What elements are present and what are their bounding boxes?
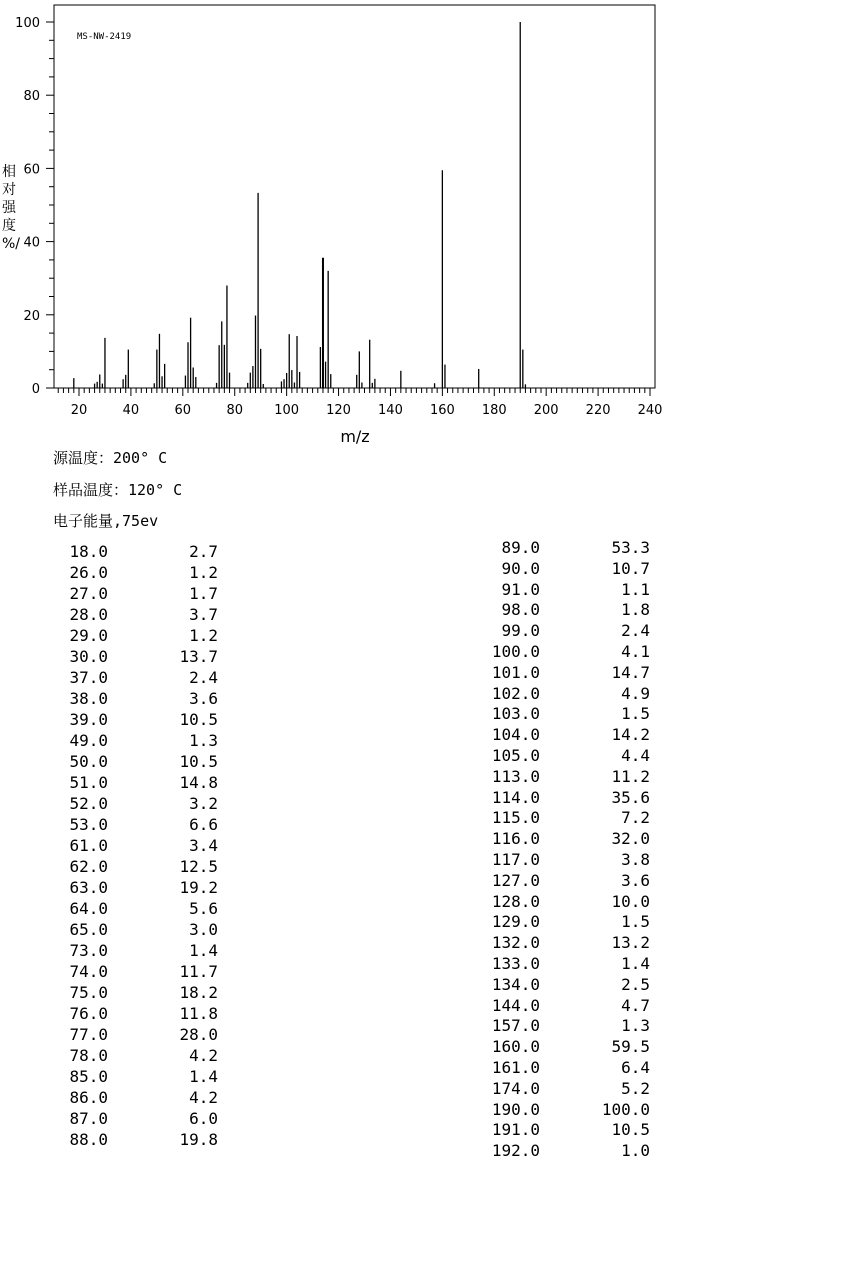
peak-mz: 104.0 xyxy=(491,725,540,745)
peak-bars xyxy=(74,22,526,388)
x-tick-label: 160 xyxy=(429,403,455,418)
peak-abundance: 3.6 xyxy=(621,870,650,890)
peak-mz: 75.0 xyxy=(69,983,108,1002)
peak-table-row xyxy=(450,933,650,953)
peak-abundance: 5.6 xyxy=(189,899,218,918)
x-tick-label: 20 xyxy=(70,403,88,418)
peak-abundance: 13.7 xyxy=(179,647,218,666)
peak-mz: 73.0 xyxy=(69,941,108,960)
peak-mz: 30.0 xyxy=(69,647,108,666)
peak-table-row xyxy=(450,1100,650,1120)
peak-mz: 37.0 xyxy=(69,668,108,687)
peak-table-row xyxy=(450,1141,650,1161)
peak-abundance: 1.7 xyxy=(189,584,218,603)
peak-table-row xyxy=(18,1067,218,1087)
peak-table-row xyxy=(450,871,650,891)
peak-abundance: 1.4 xyxy=(189,1067,218,1086)
peak-mz: 64.0 xyxy=(69,899,108,918)
peak-mz: 65.0 xyxy=(69,920,108,939)
peak-table-row xyxy=(18,584,218,604)
peak-table-row xyxy=(450,580,650,600)
peak-abundance: 1.5 xyxy=(621,704,650,724)
peak-mz: 90.0 xyxy=(501,558,540,578)
peak-abundance: 1.3 xyxy=(621,1016,650,1036)
peak-abundance: 1.3 xyxy=(189,731,218,750)
peak-mz: 116.0 xyxy=(491,829,540,849)
x-tick-label: 240 xyxy=(637,403,663,418)
peak-table-row xyxy=(18,668,218,688)
peak-abundance: 2.4 xyxy=(189,668,218,687)
peak-mz: 160.0 xyxy=(491,1037,540,1057)
peak-abundance: 10.5 xyxy=(611,1120,650,1140)
peak-mz: 62.0 xyxy=(69,857,108,876)
peak-abundance: 100.0 xyxy=(601,1099,650,1119)
peak-mz: 128.0 xyxy=(491,891,540,911)
peak-abundance: 18.2 xyxy=(179,983,218,1002)
peak-table-row xyxy=(18,752,218,772)
peak-mz: 114.0 xyxy=(491,787,540,807)
peak-table-row xyxy=(450,767,650,787)
peak-mz: 52.0 xyxy=(69,794,108,813)
peak-table-row xyxy=(18,605,218,625)
peak-abundance: 1.4 xyxy=(189,941,218,960)
peak-mz: 100.0 xyxy=(491,642,540,661)
peak-mz: 113.0 xyxy=(491,766,540,786)
peak-table-row xyxy=(18,1109,218,1129)
peak-table-row xyxy=(18,542,218,562)
peak-abundance: 12.5 xyxy=(179,857,218,876)
peak-abundance: 3.6 xyxy=(189,689,218,708)
plot-frame xyxy=(54,5,655,388)
peak-abundance: 1.1 xyxy=(621,579,650,599)
peak-mz: 28.0 xyxy=(69,605,108,624)
peak-table-row xyxy=(450,1079,650,1099)
peak-abundance: 4.1 xyxy=(621,642,650,661)
x-tick-label: 100 xyxy=(274,403,300,418)
peak-mz: 157.0 xyxy=(491,1016,540,1036)
peak-mz: 88.0 xyxy=(69,1130,108,1149)
peak-mz: 91.0 xyxy=(501,579,540,599)
peak-mz: 102.0 xyxy=(491,683,540,703)
peak-table-row xyxy=(18,731,218,751)
peak-mz: 117.0 xyxy=(491,850,540,869)
x-tick-label: 180 xyxy=(481,403,507,418)
electron-energy: 电子能量,75ev xyxy=(53,512,159,530)
peak-abundance: 4.2 xyxy=(189,1088,218,1107)
peak-table-row xyxy=(18,1025,218,1045)
peak-abundance: 1.8 xyxy=(621,600,650,620)
peak-mz: 27.0 xyxy=(69,584,108,603)
peak-table-row xyxy=(450,642,650,662)
peak-abundance: 1.0 xyxy=(621,1141,650,1161)
x-tick-label: 140 xyxy=(378,403,403,418)
peak-abundance: 6.0 xyxy=(189,1109,218,1128)
y-tick-label: 80 xyxy=(23,89,40,105)
peak-mz: 134.0 xyxy=(491,974,540,994)
peak-abundance: 28.0 xyxy=(179,1025,218,1044)
peak-abundance: 53.3 xyxy=(611,538,650,557)
peak-table-row xyxy=(450,808,650,828)
source-temperature: 源温度：200° C xyxy=(53,449,168,467)
peak-abundance: 3.4 xyxy=(189,836,218,855)
peak-table-row xyxy=(450,684,650,704)
peak-table-row xyxy=(450,538,650,558)
peak-abundance: 6.4 xyxy=(621,1058,650,1077)
peak-mz: 133.0 xyxy=(491,954,540,973)
peak-mz: 132.0 xyxy=(491,933,540,953)
peak-table-row xyxy=(450,725,650,745)
peak-table-row xyxy=(18,1088,218,1108)
peak-table-row xyxy=(450,850,650,870)
y-tick-label: 40 xyxy=(23,235,40,251)
x-tick-label: 200 xyxy=(533,403,559,418)
x-axis-ticks xyxy=(58,388,662,418)
peak-table-row xyxy=(18,962,218,982)
peak-mz: 18.0 xyxy=(69,542,108,561)
peak-table-row xyxy=(18,647,218,667)
peak-abundance: 2.5 xyxy=(621,974,650,994)
peak-abundance: 32.0 xyxy=(611,829,650,849)
peak-mz: 51.0 xyxy=(69,773,108,792)
peak-mz: 86.0 xyxy=(69,1088,108,1107)
peak-mz: 144.0 xyxy=(491,995,540,1015)
peak-table-row xyxy=(450,788,650,808)
peak-abundance: 10.5 xyxy=(179,752,218,771)
peak-table-row xyxy=(18,1004,218,1024)
peak-mz: 49.0 xyxy=(69,731,108,750)
x-tick-label: 80 xyxy=(226,403,244,418)
peak-abundance: 1.2 xyxy=(189,563,218,582)
peak-mz: 105.0 xyxy=(491,746,540,765)
peak-mz: 99.0 xyxy=(501,621,540,641)
peak-table-row xyxy=(450,600,650,620)
peak-table-row xyxy=(450,912,650,932)
peak-abundance: 4.9 xyxy=(621,683,650,703)
peak-abundance: 19.8 xyxy=(179,1130,218,1149)
peak-table-row xyxy=(450,1037,650,1057)
peak-abundance: 14.2 xyxy=(611,725,650,745)
peak-table-row xyxy=(18,1130,218,1150)
peak-table-row xyxy=(18,941,218,961)
peak-mz: 29.0 xyxy=(69,626,108,645)
peak-mz: 77.0 xyxy=(69,1025,108,1044)
peak-table-row xyxy=(450,996,650,1016)
y-axis-ticks xyxy=(15,16,54,397)
y-axis-label xyxy=(2,163,20,252)
peak-abundance: 3.8 xyxy=(621,850,650,869)
peak-table-row xyxy=(450,559,650,579)
peak-abundance: 6.6 xyxy=(189,815,218,834)
peak-abundance: 1.4 xyxy=(621,954,650,973)
peak-abundance: 1.5 xyxy=(621,912,650,932)
y-tick-label: 60 xyxy=(23,162,40,178)
y-tick-label: 0 xyxy=(31,382,40,397)
peak-table-row xyxy=(450,621,650,641)
y-axis-label-char: %/ xyxy=(2,236,21,252)
peak-mz: 50.0 xyxy=(69,752,108,771)
x-tick-label: 40 xyxy=(122,403,140,418)
peak-abundance: 2.4 xyxy=(621,621,650,641)
sample-temperature: 样品温度：120° C xyxy=(53,481,183,499)
peak-table-row xyxy=(450,829,650,849)
peak-abundance: 1.2 xyxy=(189,626,218,645)
peak-table-row xyxy=(450,1120,650,1140)
peak-mz: 74.0 xyxy=(69,962,108,981)
peak-table-row xyxy=(18,794,218,814)
peak-abundance: 11.8 xyxy=(179,1004,218,1023)
peak-table-row xyxy=(18,689,218,709)
peak-abundance: 5.2 xyxy=(621,1078,650,1098)
peak-table-row xyxy=(450,954,650,974)
peak-abundance: 13.2 xyxy=(611,933,650,953)
chart-title: MS-NW-2419 xyxy=(77,32,132,42)
peak-abundance: 14.7 xyxy=(611,662,650,682)
peak-table-row xyxy=(450,1016,650,1036)
x-tick-label: 60 xyxy=(174,403,192,418)
peak-mz: 89.0 xyxy=(501,538,540,557)
peak-table-row xyxy=(18,836,218,856)
peak-mz: 174.0 xyxy=(491,1078,540,1098)
peak-table-row xyxy=(450,892,650,912)
peak-mz: 87.0 xyxy=(69,1109,108,1128)
peak-mz: 76.0 xyxy=(69,1004,108,1023)
peak-table-row xyxy=(450,1058,650,1078)
peak-mz: 101.0 xyxy=(491,662,540,682)
peak-table-row xyxy=(18,710,218,730)
peak-abundance: 3.0 xyxy=(189,920,218,939)
peak-table-left xyxy=(18,542,218,1149)
peak-abundance: 10.7 xyxy=(611,558,650,578)
peak-table-row xyxy=(18,773,218,793)
peak-abundance: 35.6 xyxy=(611,787,650,807)
peak-mz: 38.0 xyxy=(69,689,108,708)
peak-table-row xyxy=(450,975,650,995)
peak-table-row xyxy=(450,746,650,766)
x-tick-label: 220 xyxy=(585,403,611,418)
peak-table-right xyxy=(450,538,650,1168)
y-axis-label-char: 对 xyxy=(2,182,16,198)
peak-table-row xyxy=(18,899,218,919)
y-tick-label: 20 xyxy=(23,308,40,324)
peak-table-row xyxy=(18,878,218,898)
y-axis-label-char: 度 xyxy=(2,218,16,234)
peak-mz: 61.0 xyxy=(69,836,108,855)
x-axis-label: m/z xyxy=(340,427,370,446)
peak-table-row xyxy=(450,704,650,724)
peak-mz: 53.0 xyxy=(69,815,108,834)
peak-abundance: 19.2 xyxy=(179,878,218,897)
peak-mz: 161.0 xyxy=(491,1058,540,1077)
peak-abundance: 10.0 xyxy=(611,891,650,911)
peak-mz: 129.0 xyxy=(491,912,540,932)
peak-mz: 191.0 xyxy=(491,1120,540,1140)
peak-abundance: 10.5 xyxy=(179,710,218,729)
peak-abundance: 14.8 xyxy=(179,773,218,792)
peak-table-row xyxy=(18,857,218,877)
peak-table-row xyxy=(18,983,218,1003)
y-tick-label: 100 xyxy=(15,16,40,31)
peak-abundance: 3.7 xyxy=(189,605,218,624)
peak-table-row xyxy=(18,626,218,646)
peak-abundance: 4.7 xyxy=(621,995,650,1015)
mass-spectrum-chart xyxy=(0,0,850,450)
peak-abundance: 11.2 xyxy=(611,766,650,786)
peak-mz: 190.0 xyxy=(491,1099,540,1119)
peak-abundance: 3.2 xyxy=(189,794,218,813)
peak-mz: 103.0 xyxy=(491,704,540,724)
peak-mz: 192.0 xyxy=(491,1141,540,1161)
peak-mz: 115.0 xyxy=(491,808,540,828)
peak-mz: 39.0 xyxy=(69,710,108,729)
peak-mz: 98.0 xyxy=(501,600,540,620)
y-axis-label-char: 强 xyxy=(2,200,16,216)
peak-abundance: 4.4 xyxy=(621,746,650,765)
peak-table-row xyxy=(18,815,218,835)
peak-mz: 26.0 xyxy=(69,563,108,582)
peak-mz: 78.0 xyxy=(69,1046,108,1065)
y-axis-label-char: 相 xyxy=(2,164,16,180)
peak-abundance: 2.7 xyxy=(189,542,218,561)
x-tick-label: 120 xyxy=(326,403,351,418)
peak-abundance: 59.5 xyxy=(611,1037,650,1057)
peak-abundance: 7.2 xyxy=(621,808,650,828)
peak-mz: 85.0 xyxy=(69,1067,108,1086)
peak-abundance: 4.2 xyxy=(189,1046,218,1065)
peak-table-row xyxy=(18,1046,218,1066)
peak-mz: 127.0 xyxy=(491,870,540,890)
peak-abundance: 11.7 xyxy=(179,962,218,981)
peak-table-row xyxy=(450,663,650,683)
peak-mz: 63.0 xyxy=(69,878,108,897)
peak-table-row xyxy=(18,563,218,583)
peak-table-row xyxy=(18,920,218,940)
